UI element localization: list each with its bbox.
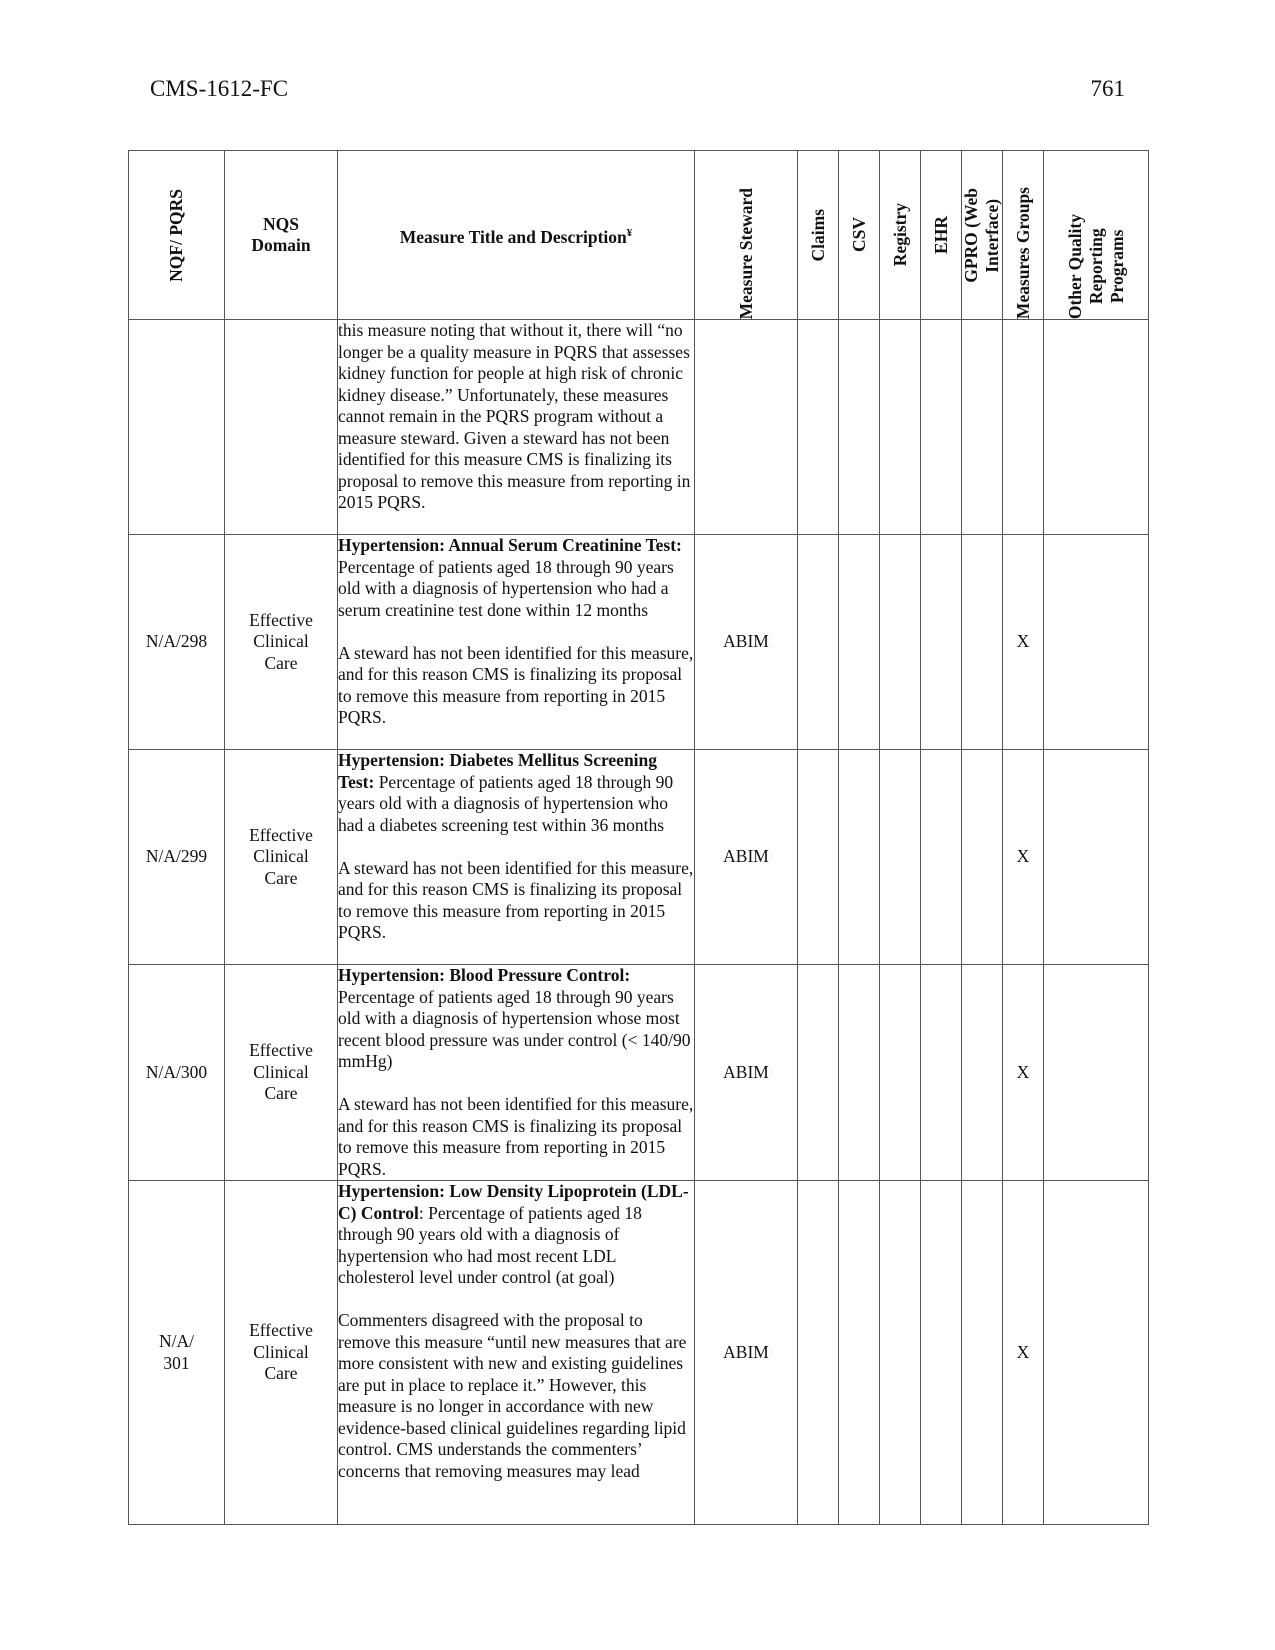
measure-title: Hypertension: Diabetes Mellitus Screening Test: <box>338 750 658 792</box>
ehr-cell <box>921 750 962 965</box>
measure-steward <box>695 320 798 535</box>
header-csv: CSV <box>839 151 880 320</box>
measures-groups-cell: X <box>1003 1181 1044 1525</box>
measure-title: Hypertension: Blood Pressure Control: <box>338 965 631 985</box>
measures-groups-cell <box>1003 320 1044 535</box>
measure-description: Hypertension: Diabetes Mellitus Screening Test: Percentage of patients aged 18 through 90 years old with a diagnosis of hypertension who had a diabetes screening test within 36 months A steward has not been identified for this measure, and for this reason CMS is finalizing its proposal to remove this measure from reporting in 2015 PQRS. <box>338 750 695 965</box>
header-nqf-pqrs: NQF/ PQRS <box>129 151 225 320</box>
claims-cell <box>798 965 839 1181</box>
other-programs-cell <box>1044 1181 1149 1525</box>
measure-steward: ABIM <box>695 1181 798 1525</box>
measure-description: this measure noting that without it, there will “no longer be a quality measure in PQRS that assesses kidney function for people at high risk of chronic kidney disease.” Unfortunately, these measures cannot remain in the PQRS program without a measure steward. Given a steward has not been identified for this measure CMS is finalizing its proposal to remove this measure from reporting in 2015 PQRS. <box>338 320 695 535</box>
other-programs-cell <box>1044 750 1149 965</box>
header-measure-title: Measure Title and Description¥ <box>338 151 695 320</box>
header-row <box>129 151 1149 320</box>
measures-table <box>128 150 1149 1525</box>
measure-id <box>129 320 225 535</box>
ehr-cell <box>921 535 962 750</box>
page-header <box>150 70 1125 110</box>
table-row <box>129 535 1149 750</box>
measure-note: Commenters disagreed with the proposal to remove this measure “until new measures that are more consistent with new and existing guidelines are put in place to replace it.” However, this measure is no longer in accordance with new evidence-based clinical guidelines regarding lipid control. CMS understands the commenters’ concerns that removing measures may lead <box>338 1310 687 1481</box>
measure-description: Hypertension: Annual Serum Creatinine Test: Percentage of patients aged 18 through 90 years old with a diagnosis of hypertension who had a serum creatinine test done within 12 months A steward has not been identified for this measure, and for this reason CMS is finalizing its proposal to remove this measure from reporting in 2015 PQRS. <box>338 535 695 750</box>
nqs-domain: Effective Clinical Care <box>225 750 338 965</box>
measure-id: N/A/299 <box>129 750 225 965</box>
measure-steward: ABIM <box>695 965 798 1181</box>
csv-cell <box>839 320 880 535</box>
measure-note: A steward has not been identified for this measure, and for this reason CMS is finalizing its proposal to remove this measure from reporting in 2015 PQRS. <box>338 1094 694 1179</box>
other-programs-cell <box>1044 965 1149 1181</box>
gpro-cell <box>962 965 1003 1181</box>
measure-steward: ABIM <box>695 750 798 965</box>
claims-cell <box>798 1181 839 1525</box>
nqs-domain: Effective Clinical Care <box>225 535 338 750</box>
registry-cell <box>880 750 921 965</box>
measure-description: Hypertension: Blood Pressure Control: Percentage of patients aged 18 through 90 years old with a diagnosis of hypertension whose most recent blood pressure was under control (< 140/90 mmHg) A steward has not been identified for this measure, and for this reason CMS is finalizing its proposal to remove this measure from reporting in 2015 PQRS. <box>338 965 694 1179</box>
measures-groups-cell: X <box>1003 535 1044 750</box>
table-row <box>129 1181 1149 1525</box>
ehr-cell <box>921 320 962 535</box>
csv-cell <box>839 750 880 965</box>
nqs-domain: Effective Clinical Care <box>225 965 338 1181</box>
measures-groups-cell: X <box>1003 965 1044 1181</box>
other-programs-cell <box>1044 320 1149 535</box>
measure-note: A steward has not been identified for this measure, and for this reason CMS is finalizing its proposal to remove this measure from reporting in 2015 PQRS. <box>338 642 694 727</box>
claims-cell <box>798 750 839 965</box>
header-ehr: EHR <box>921 151 962 320</box>
document-id: CMS-1612-FC <box>150 76 289 101</box>
csv-cell <box>839 965 880 1181</box>
registry-cell <box>880 965 921 1181</box>
measure-title: Hypertension: Annual Serum Creatinine Test: <box>338 535 682 555</box>
csv-cell <box>839 535 880 750</box>
page-number: 761 <box>1090 76 1125 101</box>
table-row <box>129 750 1149 965</box>
gpro-cell <box>962 535 1003 750</box>
measure-description: Hypertension: Low Density Lipoprotein (LDL-C) Control: Percentage of patients aged 18 through 90 years old with a diagnosis of hypertension who had most recent LDL cholesterol level under control (at goal) Commenters disagreed with the proposal to remove this measure “until new measures that are more consistent with new and existing guidelines are put in place to replace it.” However, this measure is no longer in accordance with new evidence-based clinical guidelines regarding lipid control. CMS understands the commenters’ concerns that removing measures may lead <box>338 1181 695 1525</box>
gpro-cell <box>962 320 1003 535</box>
claims-cell <box>798 535 839 750</box>
table-row <box>129 320 1149 535</box>
registry-cell <box>880 320 921 535</box>
registry-cell <box>880 1181 921 1525</box>
measure-title: Hypertension: Low Density Lipoprotein (LDL-C) Control <box>338 1181 689 1223</box>
header-claims: Claims <box>798 151 839 320</box>
measure-id: N/A/300 <box>129 965 225 1181</box>
nqs-domain <box>225 320 338 535</box>
csv-cell <box>839 1181 880 1525</box>
claims-cell <box>798 320 839 535</box>
header-measure-steward: Measure Steward <box>695 151 798 320</box>
registry-cell <box>880 535 921 750</box>
header-registry: Registry <box>880 151 921 320</box>
gpro-cell <box>962 1181 1003 1525</box>
header-measures-groups: Measures Groups <box>1003 151 1044 320</box>
other-programs-cell <box>1044 535 1149 750</box>
table-row <box>129 965 1149 1181</box>
gpro-cell <box>962 750 1003 965</box>
measures-groups-cell: X <box>1003 750 1044 965</box>
measure-id: N/A/ 301 <box>129 1181 225 1525</box>
measure-steward: ABIM <box>695 535 798 750</box>
measure-note: A steward has not been identified for this measure, and for this reason CMS is finalizing its proposal to remove this measure from reporting in 2015 PQRS. <box>338 857 694 942</box>
header-other-programs: Other Quality Reporting Programs <box>1044 151 1149 320</box>
header-nqs-domain: NQS Domain <box>225 151 338 320</box>
nqs-domain: Effective Clinical Care <box>225 1181 338 1525</box>
ehr-cell <box>921 1181 962 1525</box>
header-gpro: GPRO (Web Interface) <box>962 151 1003 320</box>
ehr-cell <box>921 965 962 1181</box>
measure-id: N/A/298 <box>129 535 225 750</box>
